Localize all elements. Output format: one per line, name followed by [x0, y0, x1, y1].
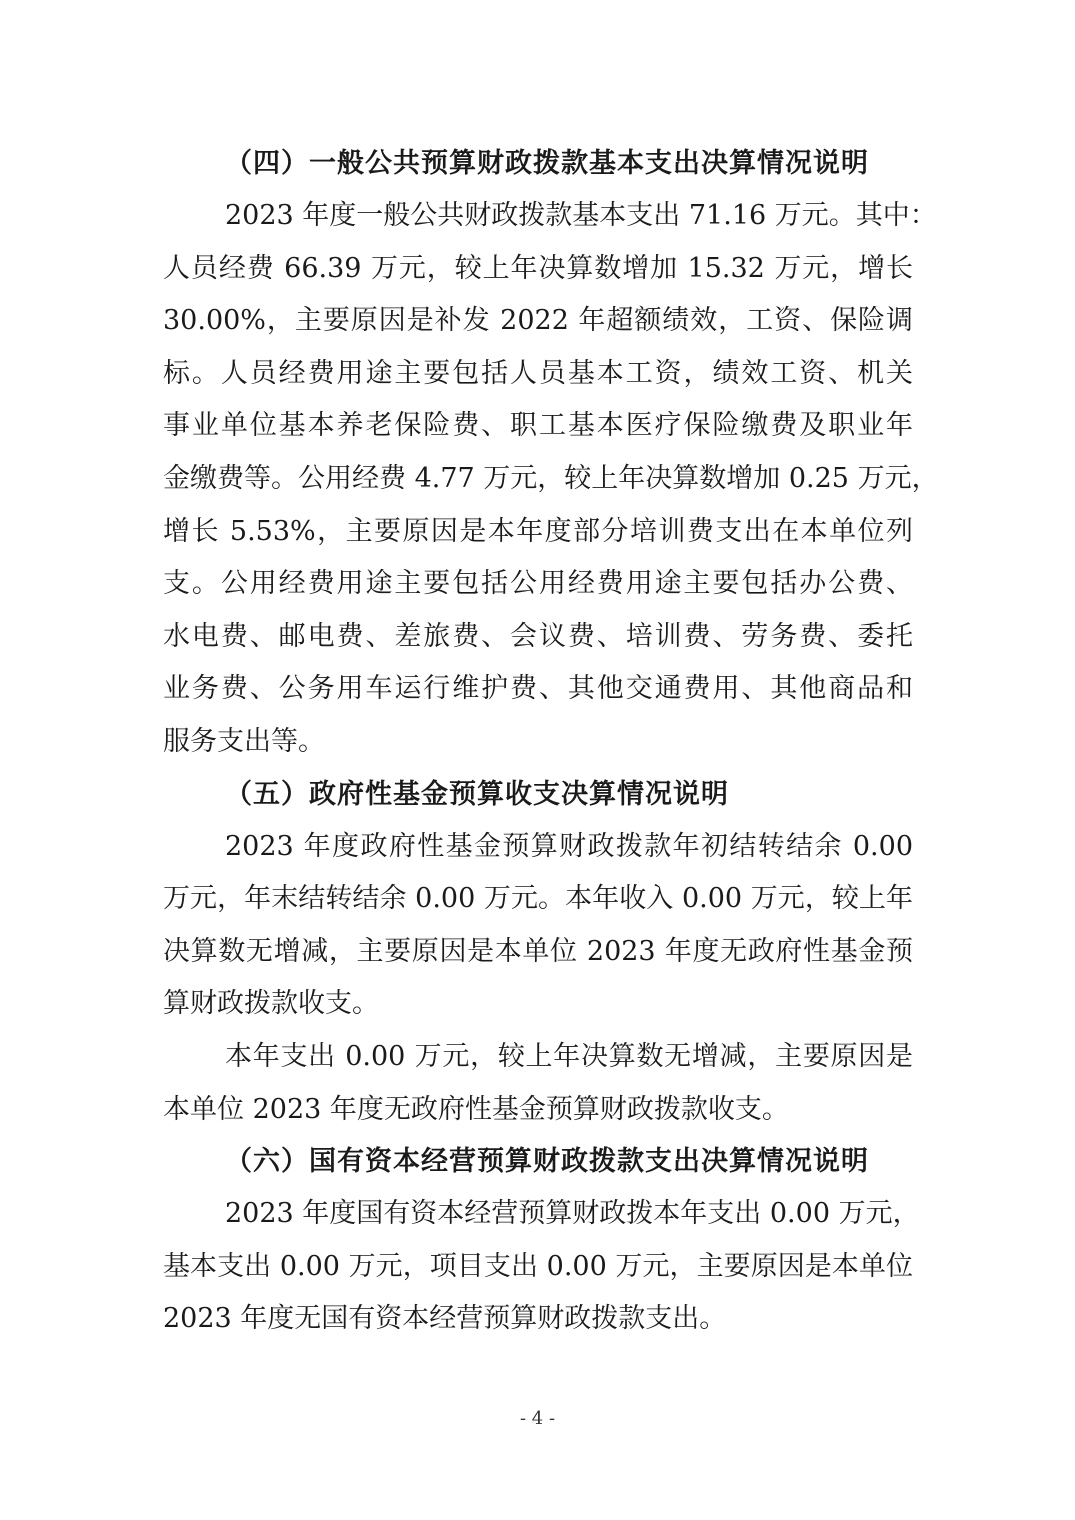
paragraph-line: 30.00%，主要原因是补发 2022 年超额绩效，工资、保险调: [163, 305, 913, 337]
paragraph-line: 增长 5.53%，主要原因是本年度部分培训费支出在本单位列: [163, 515, 913, 547]
section-6-paragraph: [163, 1188, 920, 1346]
paragraph-line: 决算数无增减，主要原因是本单位 2023 年度无政府性基金预: [163, 935, 913, 967]
section-heading-5: （五）政府性基金预算收支决算情况说明: [225, 778, 729, 810]
paragraph-line: 2023 年度国有资本经营预算财政拨本年支出 0.00 万元，: [225, 1198, 920, 1230]
paragraph-line: 人员经费 66.39 万元，较上年决算数增加 15.32 万元，增长: [163, 252, 913, 284]
section-heading-4: （四）一般公共预算财政拨款基本支出决算情况说明: [225, 148, 869, 179]
paragraph-line: 算财政拨款收支。: [163, 988, 379, 1020]
section-5-paragraph-2: [163, 1031, 913, 1136]
page-number: - 4 -: [519, 1408, 556, 1429]
paragraph-line: 水电费、邮电费、差旅费、会议费、培训费、劳务费、委托: [163, 620, 913, 652]
paragraph-line: 本单位 2023 年度无政府性基金预算财政拨款收支。: [163, 1093, 789, 1125]
paragraph-line: 金缴费等。公用经费 4.77 万元，较上年决算数增加 0.25 万元，: [163, 462, 939, 494]
section-heading-6: （六）国有资本经营预算财政拨款支出决算情况说明: [225, 1146, 869, 1178]
paragraph-line: 支。公用经费用途主要包括公用经费用途主要包括办公费、: [163, 568, 913, 600]
paragraph-line: 服务支出等。: [163, 725, 325, 757]
paragraph-line: 事业单位基本养老保险费、职工基本医疗保险缴费及职业年: [163, 410, 913, 442]
paragraph-line: 2023 年度无国有资本经营预算财政拨款支出。: [163, 1303, 727, 1335]
paragraph-line: 业务费、公务用车运行维护费、其他交通费用、其他商品和: [163, 673, 913, 705]
paragraph-line: 2023 年度政府性基金预算财政拨款年初结转结余 0.00: [225, 830, 913, 862]
section-5-paragraph-1: [163, 821, 913, 1031]
section-4-paragraph: [163, 190, 939, 769]
paragraph-line: 标。人员经费用途主要包括人员基本工资，绩效工资、机关: [163, 357, 913, 389]
paragraph-line: 基本支出 0.00 万元，项目支出 0.00 万元，主要原因是本单位: [163, 1250, 913, 1282]
paragraph-line: 万元，年末结转结余 0.00 万元。本年收入 0.00 万元，较上年: [163, 883, 913, 915]
document-body: [163, 138, 939, 1346]
paragraph-line: 本年支出 0.00 万元，较上年决算数无增减，主要原因是: [225, 1040, 913, 1072]
paragraph-line: 2023 年度一般公共财政拨款基本支出 71.16 万元。其中：: [225, 200, 937, 231]
